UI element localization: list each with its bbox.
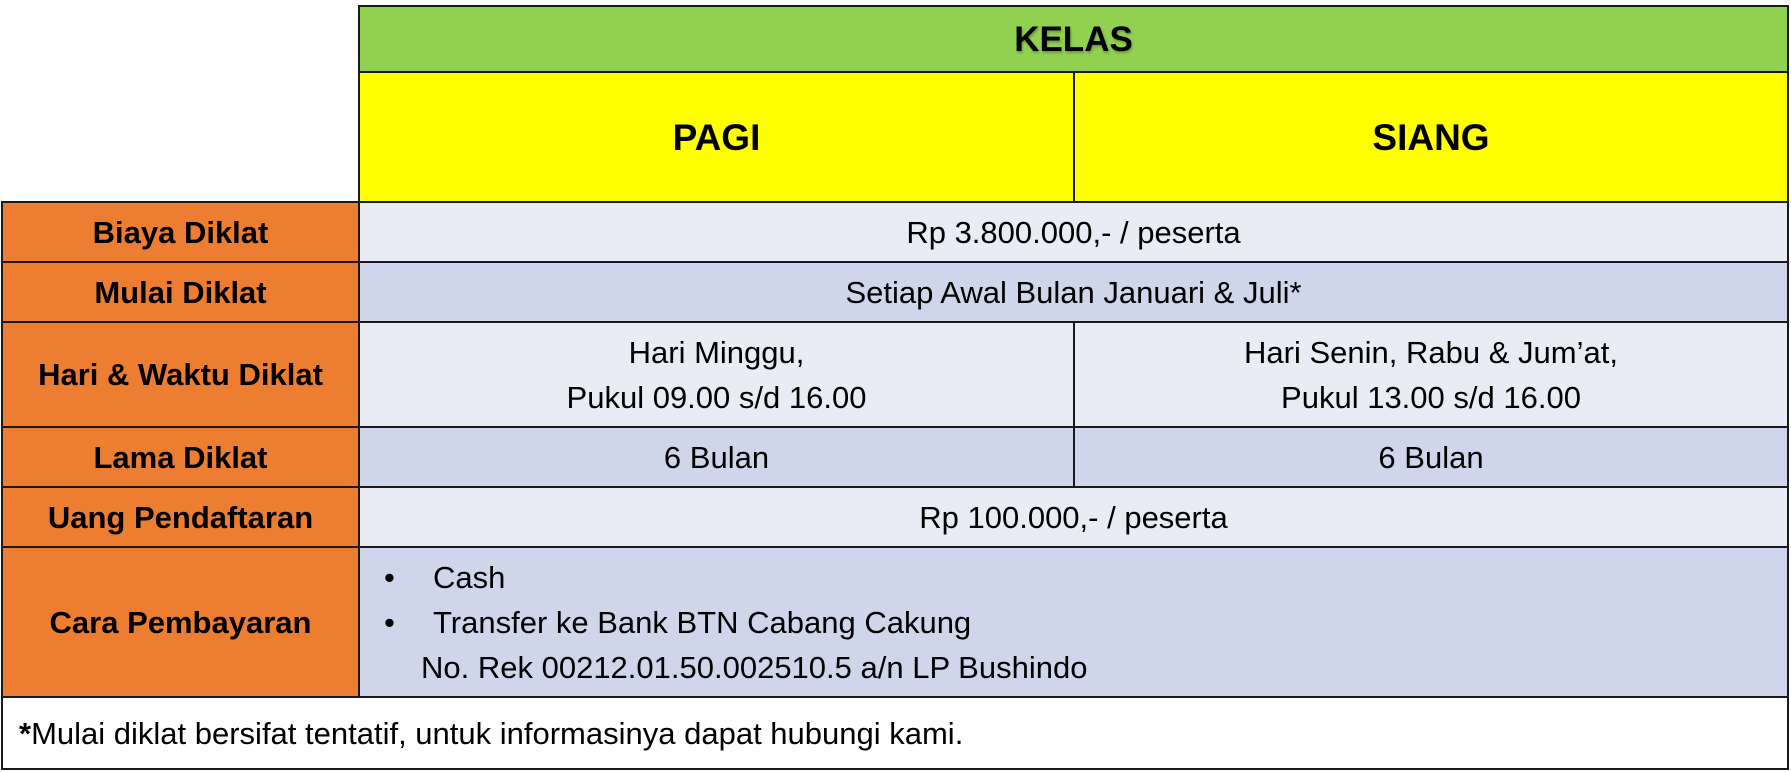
hari-pagi-line-2: Pukul 09.00 s/d 16.00 xyxy=(566,379,867,415)
column-header-siang xyxy=(1073,71,1789,203)
hari-siang-value xyxy=(1073,321,1789,428)
hari-siang-line-1: Hari Senin, Rabu & Jum’at, xyxy=(1244,334,1618,370)
biaya-value xyxy=(358,201,1789,263)
lama-siang-text: 6 Bulan xyxy=(1378,439,1484,475)
payment-item-transfer xyxy=(378,600,1087,645)
lama-pagi-value xyxy=(358,426,1075,488)
hari-pagi-value xyxy=(358,321,1075,428)
bullet-icon: • xyxy=(384,559,395,595)
row-label-uang-text: Uang Pendaftaran xyxy=(47,499,314,535)
row-label-biaya-text: Biaya Diklat xyxy=(92,214,269,250)
column-header-pagi-label: PAGI xyxy=(672,116,761,158)
hari-siang-line-2: Pukul 13.00 s/d 16.00 xyxy=(1281,379,1581,415)
row-label-mulai xyxy=(1,261,360,323)
row-label-biaya xyxy=(1,201,360,263)
footnote-text-wrapper xyxy=(19,711,963,756)
uang-value-text: Rp 100.000,- / peserta xyxy=(919,499,1228,535)
payment-item-cash xyxy=(378,555,1087,600)
row-label-cara xyxy=(1,546,360,698)
row-label-cara-text: Cara Pembayaran xyxy=(49,604,312,640)
kelas-header xyxy=(358,5,1789,73)
uang-value xyxy=(358,486,1789,548)
bank-account-number: No. Rek 00212.01.50.002510.5 a/n LP Bushindo xyxy=(421,649,1088,685)
mulai-value xyxy=(358,261,1789,323)
bullet-icon: • xyxy=(384,604,395,640)
row-label-hari xyxy=(1,321,360,428)
row-label-mulai-text: Mulai Diklat xyxy=(94,274,267,310)
row-label-lama xyxy=(1,426,360,488)
payment-list xyxy=(360,555,1087,645)
biaya-value-text: Rp 3.800.000,- / peserta xyxy=(906,214,1241,250)
mulai-value-text: Setiap Awal Bulan Januari & Juli* xyxy=(845,274,1302,310)
payment-list-wrapper xyxy=(360,555,1087,690)
lama-pagi-text: 6 Bulan xyxy=(663,439,770,475)
payment-methods xyxy=(358,546,1789,698)
row-label-hari-text: Hari & Waktu Diklat xyxy=(38,357,323,392)
row-label-uang xyxy=(1,486,360,548)
footnote-text: Mulai diklat bersifat tentatif, untuk informasinya dapat hubungi kami. xyxy=(31,715,964,751)
kelas-header-label: KELAS xyxy=(1014,19,1133,59)
column-header-pagi xyxy=(358,71,1075,203)
footnote-asterisk: * xyxy=(19,715,32,751)
footnote xyxy=(1,696,1789,770)
lama-siang-value xyxy=(1073,426,1789,488)
row-label-lama-text: Lama Diklat xyxy=(93,439,268,475)
column-header-siang-label: SIANG xyxy=(1372,116,1490,158)
payment-item-cash-text: Cash xyxy=(433,559,506,595)
hari-pagi-line-1: Hari Minggu, xyxy=(628,334,805,370)
payment-item-transfer-text: Transfer ke Bank BTN Cabang Cakung xyxy=(433,604,972,640)
